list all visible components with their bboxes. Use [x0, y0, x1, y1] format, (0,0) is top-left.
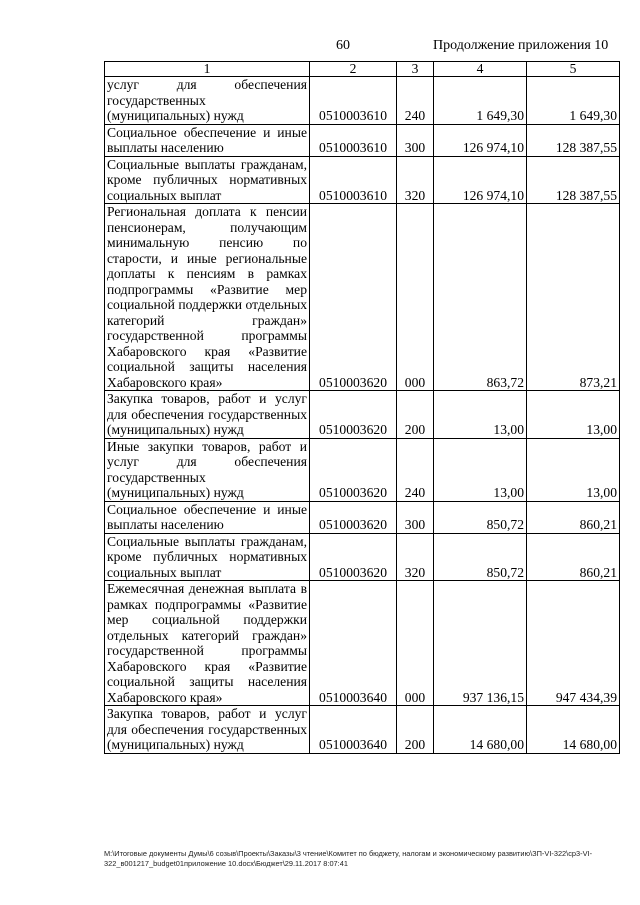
row-code: 0510003610 [310, 77, 397, 125]
table-row [105, 204, 620, 391]
row-name: Закупка товаров, работ и услуг для обеспечения государственных (муниципальных) нужд [105, 391, 310, 439]
row-name: Социальное обеспечение и иные выплаты населению [105, 501, 310, 533]
row-type: 000 [397, 581, 434, 706]
table-row [105, 706, 620, 754]
column-header: 1 [105, 62, 310, 77]
row-type: 300 [397, 124, 434, 156]
table-row [105, 124, 620, 156]
row-value-2: 128 387,55 [527, 124, 620, 156]
row-name: Региональная доплата к пенсии пенсионерам, получающим минимальную пенсию по старости, и иные региональные доплаты к пенсиям в рамках подпрограммы «Развитие мер социальной поддержки отдельных категорий граждан» государственной программы Хабаровского края «Развитие социальной защиты населения Хабаровского края» [105, 204, 310, 391]
row-type: 320 [397, 533, 434, 581]
row-value-1: 850,72 [434, 501, 527, 533]
row-type: 320 [397, 156, 434, 204]
row-name: Ежемесячная денежная выплата в рамках подпрограммы «Развитие мер социальной поддержки отдельных категорий граждан» государственной программы Хабаровского края «Развитие социальной защиты населения Хабаровского края» [105, 581, 310, 706]
row-name: Социальные выплаты гражданам, кроме публичных нормативных социальных выплат [105, 533, 310, 581]
row-type: 300 [397, 501, 434, 533]
row-value-1: 13,00 [434, 391, 527, 439]
row-value-2: 128 387,55 [527, 156, 620, 204]
table-row [105, 391, 620, 439]
page-number: 60 [336, 38, 350, 53]
row-code: 0510003620 [310, 391, 397, 439]
row-type: 240 [397, 438, 434, 501]
row-value-2: 13,00 [527, 438, 620, 501]
row-value-1: 850,72 [434, 533, 527, 581]
table-row [105, 438, 620, 501]
row-value-2: 947 434,39 [527, 581, 620, 706]
row-type: 240 [397, 77, 434, 125]
row-code: 0510003620 [310, 438, 397, 501]
row-type: 200 [397, 706, 434, 754]
row-value-2: 860,21 [527, 501, 620, 533]
budget-table [104, 61, 620, 754]
row-name: Закупка товаров, работ и услуг для обеспечения государственных (муниципальных) нужд [105, 706, 310, 754]
row-value-1: 13,00 [434, 438, 527, 501]
row-name: Социальные выплаты гражданам, кроме публичных нормативных социальных выплат [105, 156, 310, 204]
row-name: Иные закупки товаров, работ и услуг для обеспечения государственных (муниципальных) нужд [105, 438, 310, 501]
row-value-2: 873,21 [527, 204, 620, 391]
row-name: Социальное обеспечение и иные выплаты населению [105, 124, 310, 156]
row-code: 0510003620 [310, 204, 397, 391]
row-value-1: 14 680,00 [434, 706, 527, 754]
row-value-2: 860,21 [527, 533, 620, 581]
table-row [105, 501, 620, 533]
row-type: 000 [397, 204, 434, 391]
row-value-1: 863,72 [434, 204, 527, 391]
column-header: 2 [310, 62, 397, 77]
row-code: 0510003610 [310, 156, 397, 204]
row-value-2: 1 649,30 [527, 77, 620, 125]
row-value-2: 14 680,00 [527, 706, 620, 754]
row-value-1: 126 974,10 [434, 156, 527, 204]
row-code: 0510003620 [310, 501, 397, 533]
row-value-2: 13,00 [527, 391, 620, 439]
row-code: 0510003620 [310, 533, 397, 581]
column-header: 3 [397, 62, 434, 77]
row-code: 0510003610 [310, 124, 397, 156]
row-code: 0510003640 [310, 706, 397, 754]
table-header-row [105, 62, 620, 77]
column-header: 4 [434, 62, 527, 77]
row-name: услуг для обеспечения государственных (муниципальных) нужд [105, 77, 310, 125]
row-value-1: 126 974,10 [434, 124, 527, 156]
row-value-1: 1 649,30 [434, 77, 527, 125]
column-header: 5 [527, 62, 620, 77]
table-row [105, 156, 620, 204]
appendix-title: Продолжение приложения 10 [433, 38, 609, 53]
table-row [105, 77, 620, 125]
table-row [105, 533, 620, 581]
row-value-1: 937 136,15 [434, 581, 527, 706]
row-type: 200 [397, 391, 434, 439]
file-path-footer: M:\Итоговые документы Думы\6 созыв\Проекты\Заказы\3 чтение\Комитет по бюджету, налогам и экономическому развитию\ЗП-VI-322\ср3-VI-322_в001217_budget01приложение 10.docx\Бюджет\29.11.2017 8:07:41 [104, 849, 593, 868]
row-code: 0510003640 [310, 581, 397, 706]
table-row [105, 581, 620, 706]
